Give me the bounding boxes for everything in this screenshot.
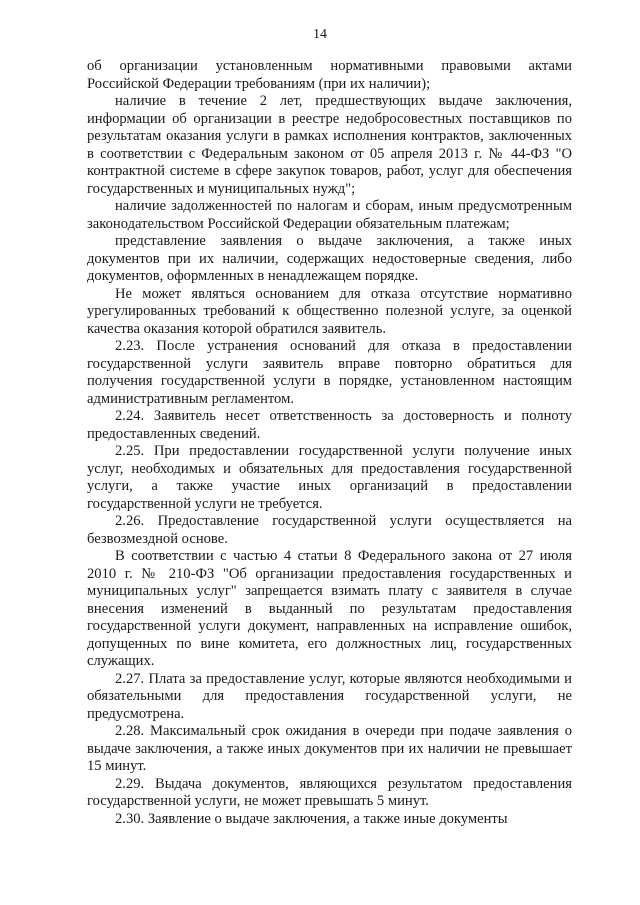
paragraph: 2.25. При предоставлении государственной услуги получение иных услуг, необходимых и обязательных для предоставления государственной услуги, а также участие иных организаций в предоставлении государственной услуги не требуется. <box>87 443 572 512</box>
paragraph: 2.29. Выдача документов, являющихся результатом предоставления государственной услуги, не может превышать 5 минут. <box>87 775 572 809</box>
paragraph: 2.30. Заявление о выдаче заключения, а также иные документы <box>115 810 508 827</box>
paragraph: 2.27. Плата за предоставление услуг, которые являются необходимыми и обязательными для предоставления государственной услуги, не предусмотрена. <box>87 670 572 722</box>
page-number: 14 <box>313 27 327 42</box>
document-body <box>87 58 572 828</box>
paragraph: В соответствии с частью 4 статьи 8 Федерального закона от 27 июля 2010 г. № 210-ФЗ "Об организации предоставления государственных и муниципальных услуг" запрещается взимать плату с заявителя в случае внесения изменений в выданный по результатам предоставления государственной услуги документ, направленных на исправление ошибок, допущенных по вине комитета, его должностных лиц, государственных служащих. <box>87 548 572 669</box>
paragraph: об организации установленным нормативными правовыми актами Российской Федерации требованиям (при их наличии); <box>87 58 572 92</box>
paragraph: 2.26. Предоставление государственной услуги осуществляется на безвозмездной основе. <box>87 513 572 547</box>
paragraph: наличие в течение 2 лет, предшествующих выдаче заключения, информации об организации в реестре недобросовестных поставщиков по результатам оказания услуги в рамках исполнения контрактов, заключенных в соответствии с Федеральным законом от 05 апреля 2013 г. № 44-ФЗ "О контрактной системе в сфере закупок товаров, работ, услуг для обеспечения государственных и муниципальных нужд"; <box>87 93 572 197</box>
paragraph: Не может являться основанием для отказа отсутствие нормативно урегулированных требований к общественно полезной услуге, за оценкой качества оказания которой обратился заявитель. <box>87 285 572 337</box>
paragraph: 2.24. Заявитель несет ответственность за достоверность и полноту предоставленных сведений. <box>87 408 572 442</box>
paragraph: представление заявления о выдаче заключения, а также иных документов при их наличии, содержащих недостоверные сведения, либо документов, оформленных в ненадлежащем порядке. <box>87 233 572 284</box>
paragraph: 2.28. Максимальный срок ожидания в очереди при подаче заявления о выдаче заключения, а также иных документов при их наличии не превышает 15 минут. <box>87 723 572 774</box>
paragraph: наличие задолженностей по налогам и сборам, иным предусмотренным законодательством Российской Федерации обязательным платежам; <box>87 198 572 232</box>
paragraph: 2.23. После устранения оснований для отказа в предоставлении государственной услуги заявитель вправе повторно обратиться для получения государственной услуги в порядке, установленном настоящим административным регламентом. <box>87 338 572 407</box>
